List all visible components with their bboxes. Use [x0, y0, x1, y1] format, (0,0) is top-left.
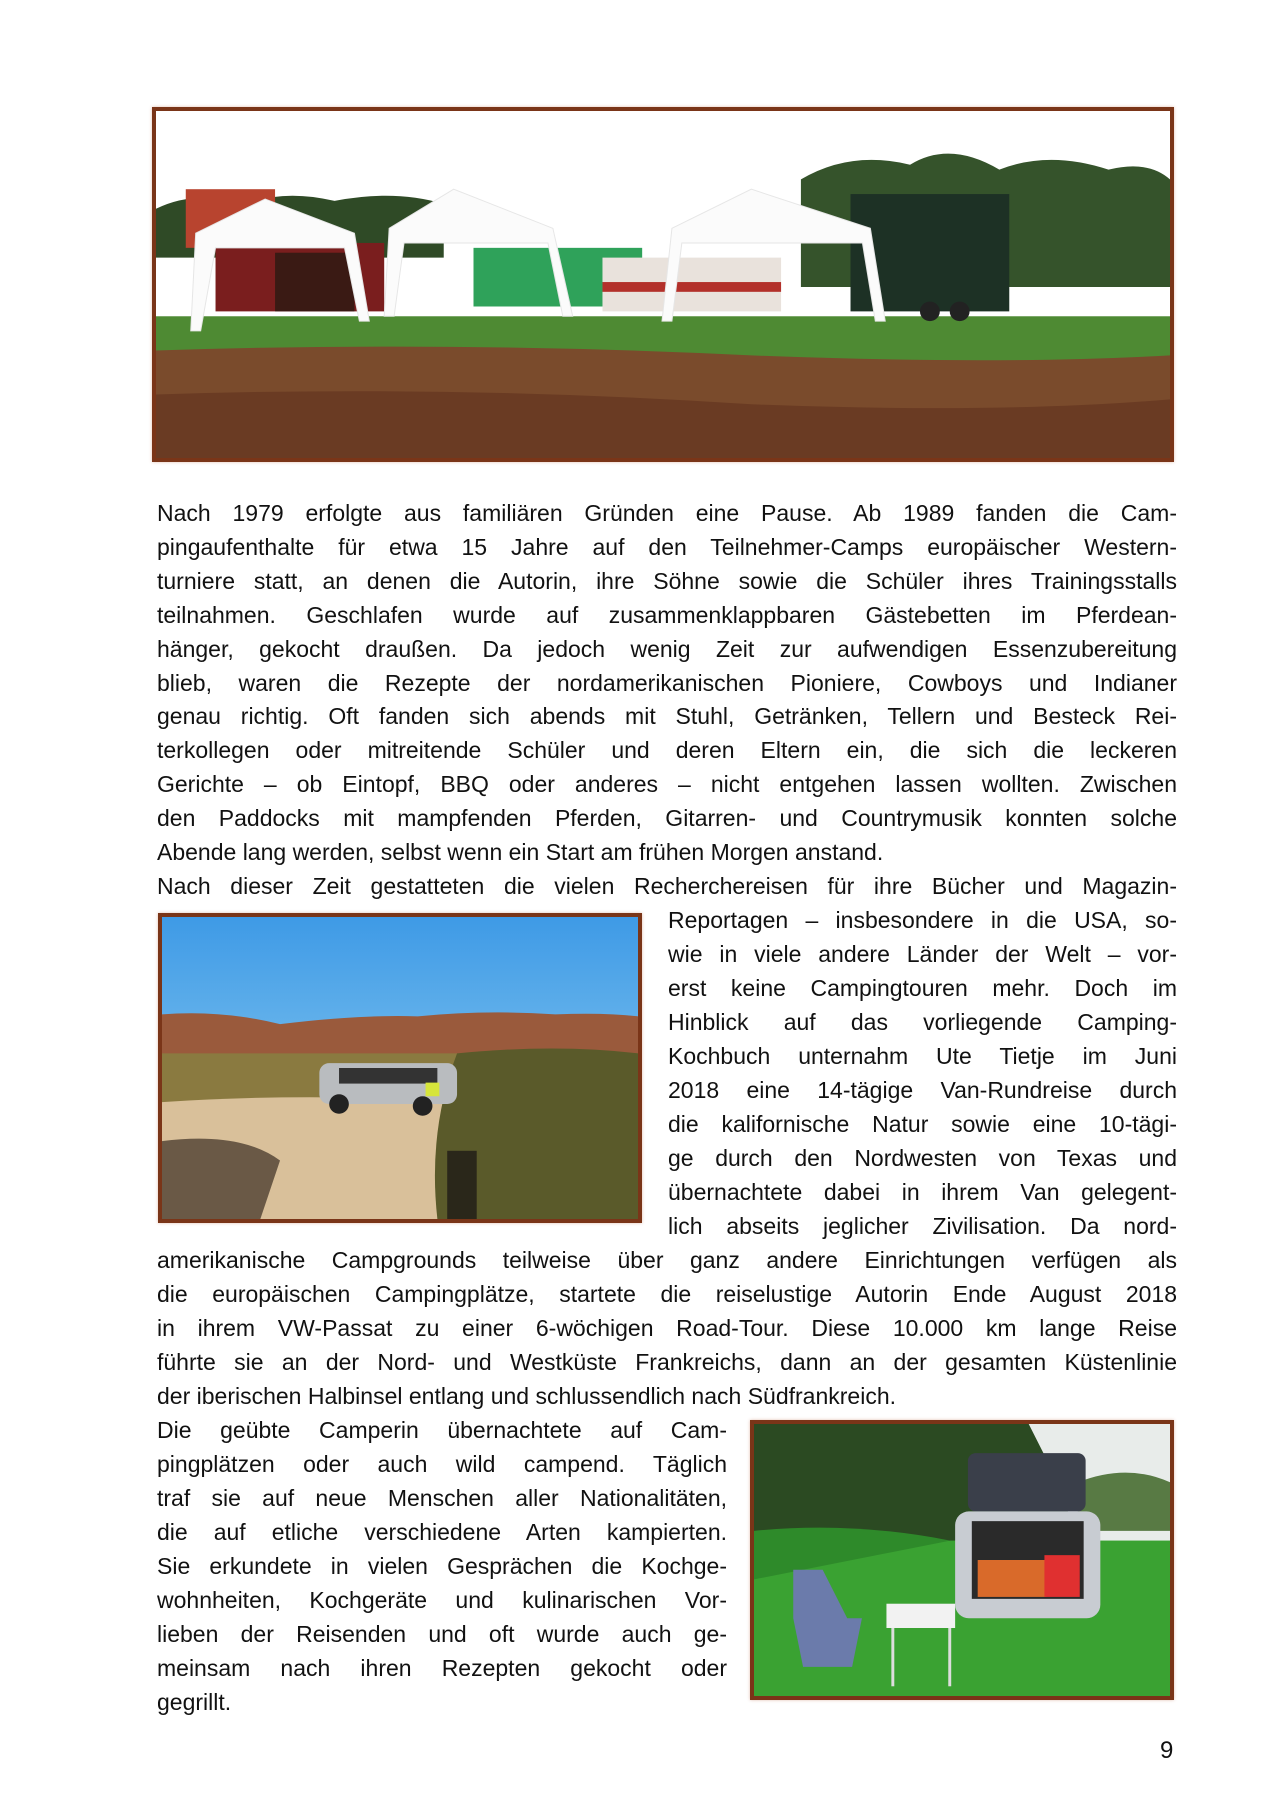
text-line: der iberischen Halbinsel entlang und schlussendlich nach Südfrankreich.: [157, 1383, 896, 1409]
horse: [275, 253, 354, 312]
folding-table: [886, 1604, 955, 1628]
text-line: Kochbuch unternahm Ute Tietje im Juni: [668, 1043, 1177, 1069]
text-line: in ihrem VW-Passat zu einer 6-wöchigen Road-Tour. Diese 10.000 km lange Reise: [157, 1315, 1177, 1341]
page-number: 9: [1160, 1737, 1174, 1764]
text-line: lieben der Reisenden und oft wurde auch ge-: [157, 1621, 727, 1647]
text-line: blieb, waren die Rezepte der nordamerikanischen Pioniere, Cowboys und Indianer: [157, 670, 1177, 696]
text-line: Nach dieser Zeit gestatteten die vielen Recherchereisen für ihre Bücher und Magazin-: [157, 873, 1177, 899]
text-line: erst keine Campingtouren mehr. Doch im: [668, 975, 1177, 1001]
text-line: führte sie an der Nord- und Westküste Frankreichs, dann an der gesamten Küstenlinie: [157, 1349, 1177, 1375]
text-line: wie in viele andere Länder der Welt – vor-: [668, 941, 1177, 967]
text-line: traf sie auf neue Menschen aller Nationalitäten,: [157, 1485, 727, 1511]
text-line: Gerichte – ob Eintopf, BBQ oder anderes – nicht entgehen lassen wollten. Zwischen: [157, 771, 1177, 797]
text-line: die kalifornische Natur sowie eine 10-tägi-: [668, 1111, 1177, 1137]
western-tournament-camp-photo: [152, 107, 1174, 462]
text-line: turniere statt, an denen die Autorin, ihre Söhne sowie die Schüler ihres Trainingsstalls: [157, 568, 1177, 594]
desert-van-photo: [158, 913, 642, 1223]
text-line: genau richtig. Oft fanden sich abends mit Stuhl, Getränken, Tellern und Besteck Rei-: [157, 703, 1177, 729]
text-line: 2018 eine 14-tägige Van-Rundreise durch: [668, 1077, 1177, 1103]
text-line: hänger, gekocht draußen. Da jedoch wenig Zeit zur aufwendigen Essenzubereitung: [157, 636, 1177, 662]
text-line: übernachtete dabei in ihrem Van gelegent-: [668, 1179, 1177, 1205]
text-line: Die geübte Camperin übernachtete auf Cam-: [157, 1417, 727, 1443]
text-line: gegrillt.: [157, 1689, 232, 1715]
tailgate: [968, 1453, 1086, 1511]
text-line: meinsam nach ihren Rezepten gekocht oder: [157, 1655, 727, 1681]
text-line: Reportagen – insbesondere in die USA, so-: [668, 907, 1177, 933]
text-line: Abende lang werden, selbst wenn ein Start am frühen Morgen anstand.: [157, 839, 884, 865]
text-line: die europäischen Campingplätze, startete die reiselustige Autorin Ende August 2018: [157, 1281, 1177, 1307]
text-line: den Paddocks mit mampfenden Pferden, Gitarren- und Countrymusik konnten solche: [157, 805, 1177, 831]
text-line: terkollegen oder mitreitende Schüler und deren Eltern ein, die sich die leckeren: [157, 737, 1177, 763]
text-line: ge durch den Nordwesten von Texas und: [668, 1145, 1177, 1171]
text-line: teilnahmen. Geschlafen wurde auf zusammenklappbaren Gästebetten im Pferdean-: [157, 602, 1177, 628]
text-line: Sie erkundete in vielen Gesprächen die Kochge-: [157, 1553, 727, 1579]
text-line: Hinblick auf das vorliegende Camping-: [668, 1009, 1177, 1035]
text-line: wohnheiten, Kochgeräte und kulinarischen Vor-: [157, 1587, 727, 1613]
text-line: lich abseits jeglicher Zivilisation. Da nord-: [668, 1213, 1177, 1239]
text-line: die auf etliche verschiedene Arten kampierten.: [157, 1519, 727, 1545]
text-line: amerikanische Campgrounds teilweise über ganz andere Einrichtungen verfügen als: [157, 1247, 1177, 1273]
text-line: pingaufenthalte für etwa 15 Jahre auf den Teilnehmer-Camps europäischer Western-: [157, 534, 1177, 560]
text-line: pingplätzen oder auch wild campend. Täglich: [157, 1451, 727, 1477]
campground-car-photo: [750, 1420, 1174, 1700]
text-line: Nach 1979 erfolgte aus familiären Gründen eine Pause. Ab 1989 fanden die Cam-: [157, 500, 1177, 526]
